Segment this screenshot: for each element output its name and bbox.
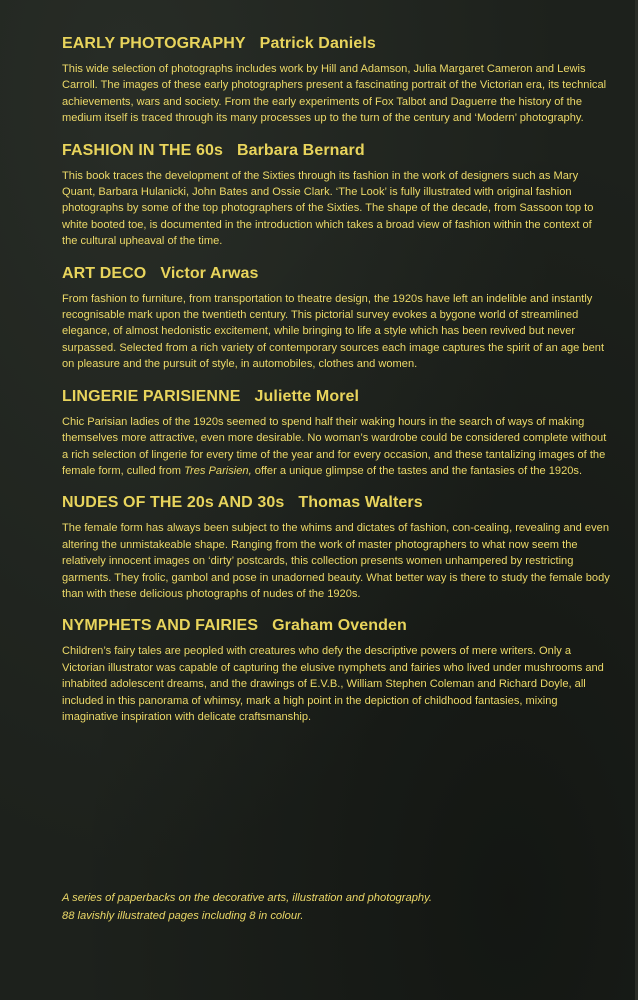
italic-book-title: Tres Parisien, <box>184 464 252 477</box>
book-title: LINGERIE PARISIENNE <box>62 387 241 405</box>
description-text: From fashion to furniture, from transportation to theatre design, the 1920s have left an indelible and instantly recognisable mark upon the twentieth century. This pictorial survey evokes a bygone world of streamlined elegance, of almost hedonistic excitement, while bringing to life a style which has been revived but never surpassed. Selected from a rich variety of contemporary sources each image captures the spirit of an age bent on pleasure and the pursuit of style, in automobiles, clothes and women. <box>62 292 605 371</box>
book-heading <box>62 493 610 513</box>
book-entry-early-photography <box>62 34 610 127</box>
book-heading <box>62 141 610 161</box>
book-description <box>62 168 610 250</box>
description-text-continued: offer a unique glimpse of the tastes and the fantasies of the 1920s. <box>251 464 583 477</box>
book-author: Barbara Bernard <box>236 141 365 159</box>
description-text: Chic Parisian ladies of the 1920s seemed to spend half their waking hours in the search of ways of making themselves more attractive, even more desirable. No woman’s wardrobe could be considered complete without a rich selection of lingerie for every time of the year and for every occasion, and these tantalizing images of the female form, culled from <box>62 415 607 477</box>
book-title: NYMPHETS AND FAIRIES <box>62 617 259 635</box>
series-footer-line: 88 lavishly illustrated pages including 8 in colour. <box>62 910 304 922</box>
book-list <box>62 34 610 739</box>
book-author: Patrick Daniels <box>259 35 376 52</box>
book-title: ART DECO <box>62 264 147 282</box>
book-author: Juliette Morel <box>254 387 360 405</box>
book-description <box>62 520 610 602</box>
book-author: Victor Arwas <box>160 264 259 282</box>
book-author: Graham Ovenden <box>272 617 407 635</box>
book-title: EARLY PHOTOGRAPHY <box>62 35 246 52</box>
series-footer-line: A series of paperbacks on the decorative arts, illustration and photography. <box>62 892 433 904</box>
book-entry-lingerie-parisienne <box>62 387 610 480</box>
book-entry-nudes-of-the-20s-and-30s <box>62 493 610 602</box>
book-heading <box>62 616 610 636</box>
description-text: The female form has always been subject to the whims and dictates of fashion, con-cealing, revealing and even altering the unmistakeable shape. Ranging from the work of master photographers to what now seem the relatively innocent images on ‘dirty’ postcards, this collection presents women unhampered by restricting garments. They frolic, gambol and pose in unadorned beauty. What better way is there to study the female body than with these delicious photographs of nudes of the 1920s. <box>62 522 610 600</box>
book-heading <box>62 387 610 407</box>
book-entry-art-deco <box>62 264 610 373</box>
book-title: FASHION IN THE 60s <box>62 141 223 159</box>
book-title: NUDES OF THE 20s AND 30s <box>62 494 285 512</box>
book-entry-fashion-in-the-60s <box>62 141 610 250</box>
book-description <box>62 643 610 725</box>
series-footer <box>62 889 610 925</box>
book-description <box>62 414 610 480</box>
description-text: This wide selection of photographs includes work by Hill and Adamson, Julia Margaret Cameron and Lewis Carroll. The images of these early photographers present a fascinating portrait of the Victorian era, its technical achievements, wars and society. From the early experiments of Fox Talbot and Daguerre the history of the medium itself is traced through its many processes up to the turn of the century and ‘Modern’ photography. <box>62 63 607 125</box>
book-heading <box>62 34 610 54</box>
book-description <box>62 291 610 373</box>
book-description <box>62 61 610 127</box>
book-author: Thomas Walters <box>298 494 423 512</box>
description-text: Children’s fairy tales are peopled with creatures who defy the descriptive powers of mere writers. Only a Victorian illustrator was capable of capturing the elusive nymphets and fairies who lived under mushrooms and inhabited adolescent dreams, and the drawings of E.V.B., William Stephen Coleman and Richard Doyle, all included in this panorama of whimsy, mark a high point in the depiction of childhood fantasies, mixing imaginative inspiration with delicate craftsmanship. <box>62 645 604 723</box>
description-text: This book traces the development of the Sixties through its fashion in the work of designers such as Mary Quant, Barbara Hulanicki, John Bates and Ossie Clark. ‘The Look’ is fully illustrated with original fashion photographs by some of the top photographers of the Sixties. The shape of the decade, from Sassoon top to white booted toe, is documented in the introduction which takes a broad view of fashion within the context of the cultural upheaval of the time. <box>62 169 594 248</box>
book-entry-nymphets-and-fairies <box>62 616 610 725</box>
book-heading <box>62 264 610 284</box>
